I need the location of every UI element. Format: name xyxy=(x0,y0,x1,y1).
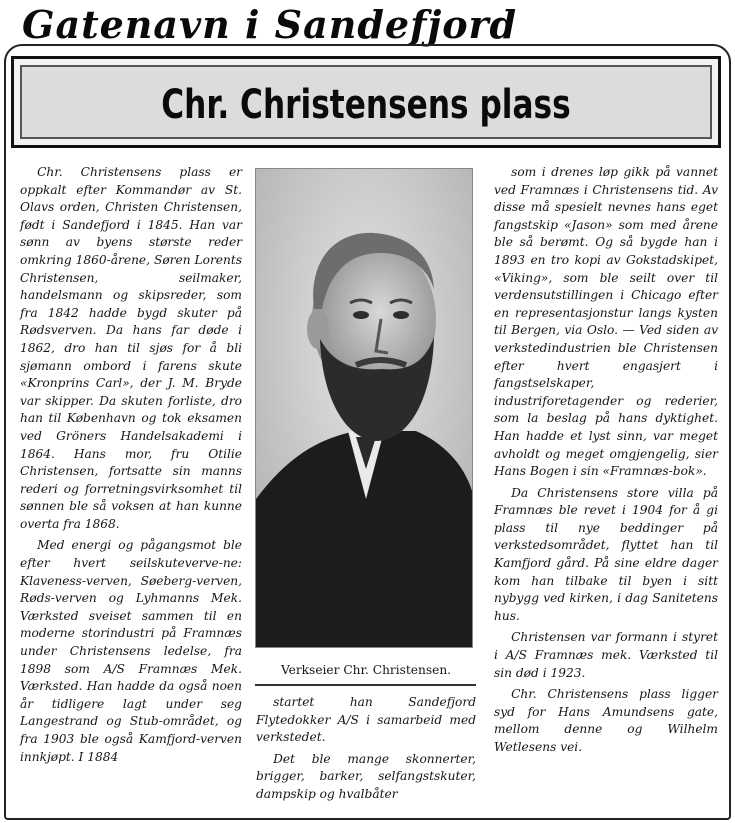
column-3 xyxy=(494,164,718,757)
paragraph: Christensen var formann i styret i A/S Framnæs mek. Værksted til sin død i 1923. xyxy=(494,630,718,680)
paragraph: Det ble mange skonnerter, brigger, barker, selfangstskuter, dampskip og hvalbåter xyxy=(256,751,476,801)
column-1 xyxy=(20,164,242,766)
portrait-photo xyxy=(255,168,473,648)
paragraph: startet han Sandefjord Flytedokker A/S i samarbeid med verkstedet. xyxy=(256,695,476,745)
paragraph: Med energi og pågangsmot ble efter hvert seilskuteverve-ne: Klaveness-verven, Søeberg-verven, Røds-verven og Lyhmanns Mek. Værksted sveiset sammen til en moderne storindustri på Framnæs under Christensens ledelse, fra 1898 som A/S Framnæs Mek. Værksted. Han hadde da også noen år tidligere lagt under seg Langestrand og Stub-området, og fra 1903 ble også Kamfjord-verven innkjøpt. I 1884 xyxy=(20,538,242,764)
paragraph: Chr. Christensens plass er oppkalt efter Kommandør av St. Olavs orden, Christen Christensen, født i Sandefjord i 1845. Han var sønn av byens største reder omkring 1860-årene, Søren Lorents Christensen, seilmaker, handelsmann og skipsreder, som fra 1842 hadde bygd skuter på Rødsverven. Da hans far døde i 1862, dro han til sjøs for å bli sjømann ombord i farens skute «Kronprins Carl», der J. M. Bryde var skipper. Da skuten forliste, dro han til København og tok eksamen ved Gröners Handelsakademi i 1864. Hans mor, fru Otilie Christensen, fortsatte sin manns rederi og forretningsvirksomhet til sønnen ble så voksen at han kunne overta fra 1868. xyxy=(20,165,242,531)
title-banner xyxy=(11,56,721,148)
series-heading: Gatenavn i Sandefjord xyxy=(22,2,518,47)
article-title: Chr. Christensens plass xyxy=(161,82,571,128)
photo-caption: Verkseier Chr. Christensen. xyxy=(280,663,452,677)
paragraph: Chr. Christensens plass ligger syd for Hans Amundsens gate, mellom denne og Wilhelm Wetlesens vei. xyxy=(494,687,718,754)
title-banner-inner xyxy=(20,65,712,139)
paragraph: som i drenes løp gikk på vannet ved Framnæs i Christensens tid. Av disse må spesielt nevnes hans eget fangstskip «Jason» som med årene ble så berømt. Og så bygde han i 1893 en tro kopi av Gokstadskipet, «Viking», som ble seilt over til verdensutstillingen i Chicago efter en representasjonstur langs kysten til Bergen, via Oslo. — Ved siden av verkstedindustrien ble Christensen efter hvert engasjert i fangstselskaper, industriforetagender og rederier, som la beslag på hans dyktighet. Han hadde et lyst sinn, var meget avholdt og meget omgjengelig, sier Hans Bogen i sin «Framnæs-bok». xyxy=(494,165,718,479)
column-2 xyxy=(256,694,476,804)
paragraph: Da Christensens store villa på Framnæs ble revet i 1904 for å gi plass til nye beddinger på verkstedsområdet, flyttet han til Kamfjord gård. På sine eldre dager kom han tilbake til byen i sitt nybygg ved kirken, i dag Sanitetens hus. xyxy=(494,485,718,623)
caption-divider xyxy=(255,684,476,686)
portrait-illustration xyxy=(256,169,473,648)
